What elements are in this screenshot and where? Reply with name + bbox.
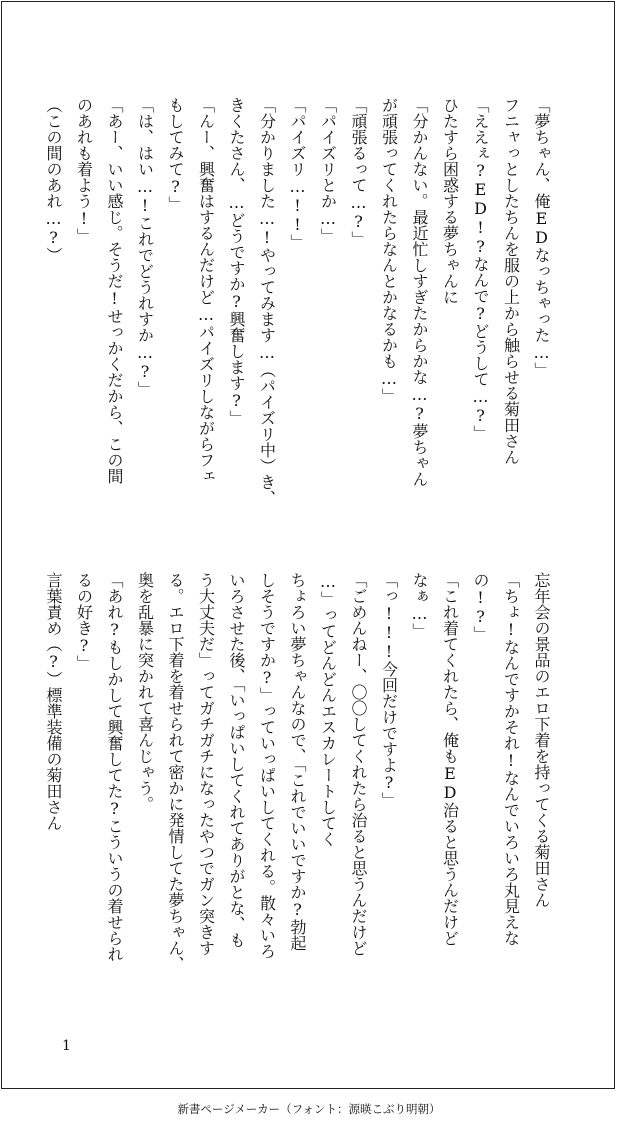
text-column: ひたすら困惑する夢ちゃんに bbox=[440, 97, 460, 305]
text-column: 「これ着てくれたら、俺もED治ると思うんだけど bbox=[440, 572, 460, 946]
text-column: が頑張ってくれたらなんとかなるかも…」 bbox=[379, 97, 399, 404]
text-column: 「夢ちゃん、俺EDなっちゃった…」 bbox=[532, 97, 551, 378]
text-column: フニャっとしたちんを服の上から触らせる菊田さん bbox=[501, 97, 521, 465]
text-column: 「あれ?もしかして興奮してた?こういうの着せられ bbox=[105, 572, 124, 962]
text-column: 「パイズリとか…」 bbox=[318, 97, 338, 244]
text-column: のあれも着よう!」 bbox=[74, 97, 94, 244]
text-column: きくたさん、…どうですか?興奮します?」 bbox=[227, 97, 246, 426]
text-column: 「あー、いい感じ。そうだ!せっかくだから、この間 bbox=[105, 97, 124, 484]
text-column: なぁ…」 bbox=[410, 572, 429, 639]
text-column: の!?」 bbox=[471, 572, 490, 642]
text-column: （この間のあれ…?） bbox=[44, 97, 63, 263]
text-column: ちょろい夢ちゃんなので、「これでいいですか?勃起 bbox=[288, 572, 307, 951]
page-number: 1 bbox=[62, 1038, 71, 1054]
text-column: …」ってどんどんエスカレートしてく bbox=[318, 572, 338, 847]
manuscript-page bbox=[1, 1, 615, 1089]
text-column: 「頑張るって…?」 bbox=[349, 97, 368, 247]
footer-caption: 新書ページメーカー（フォント：源暎こぶり明朝） bbox=[177, 1102, 441, 1116]
text-column: 「んー、興奮はするんだけど…パイズリしながらフェ bbox=[196, 97, 216, 484]
upper-text-block bbox=[38, 97, 557, 537]
text-column: 「は、はい…!これでどうれすか…?」 bbox=[135, 97, 155, 397]
text-column: 言葉責め（?）標準装備の菊田さん bbox=[44, 572, 63, 831]
text-column: 「ええぇ?ED!?なんで?どうして…?」 bbox=[471, 97, 490, 441]
text-column: 「っ!!!今回だけですよ?」 bbox=[379, 572, 399, 808]
text-column: 「分かりました…!やってみます…（パイズリ中）き、 bbox=[257, 97, 277, 506]
text-column: 「パイズリ…!!」 bbox=[288, 97, 307, 250]
text-column: 忘年会の景品のエロ下着を持ってくる菊田さん bbox=[532, 572, 551, 908]
text-column: 「ちょ!なんですかそれ!なんでいろいろ丸見えな bbox=[501, 572, 521, 946]
lower-text-block bbox=[38, 572, 557, 1012]
text-column: 「分かんない。最近忙しすぎたからかな…?夢ちゃん bbox=[410, 97, 429, 487]
text-column: もしてみて?」 bbox=[166, 97, 185, 212]
text-column: いろさせた後、「いっぱいしてくれてありがとな、も bbox=[227, 572, 246, 948]
text-column: 「ごめんねー、〇〇してくれたら治ると思うんだけど bbox=[349, 572, 368, 956]
text-column: しそうですか?」っていっぱいしてくれる。散々いろ bbox=[257, 572, 277, 959]
text-column: う大丈夫だ」ってガチガチになったやつでガン突きす bbox=[196, 572, 216, 956]
text-column: 奥を乱暴に突かれて喜んじゃう。 bbox=[135, 572, 155, 812]
text-column: る。エロ下着を着せられて密かに発情してた夢ちゃん、 bbox=[166, 572, 185, 972]
text-column: るの好き?」 bbox=[74, 572, 94, 671]
